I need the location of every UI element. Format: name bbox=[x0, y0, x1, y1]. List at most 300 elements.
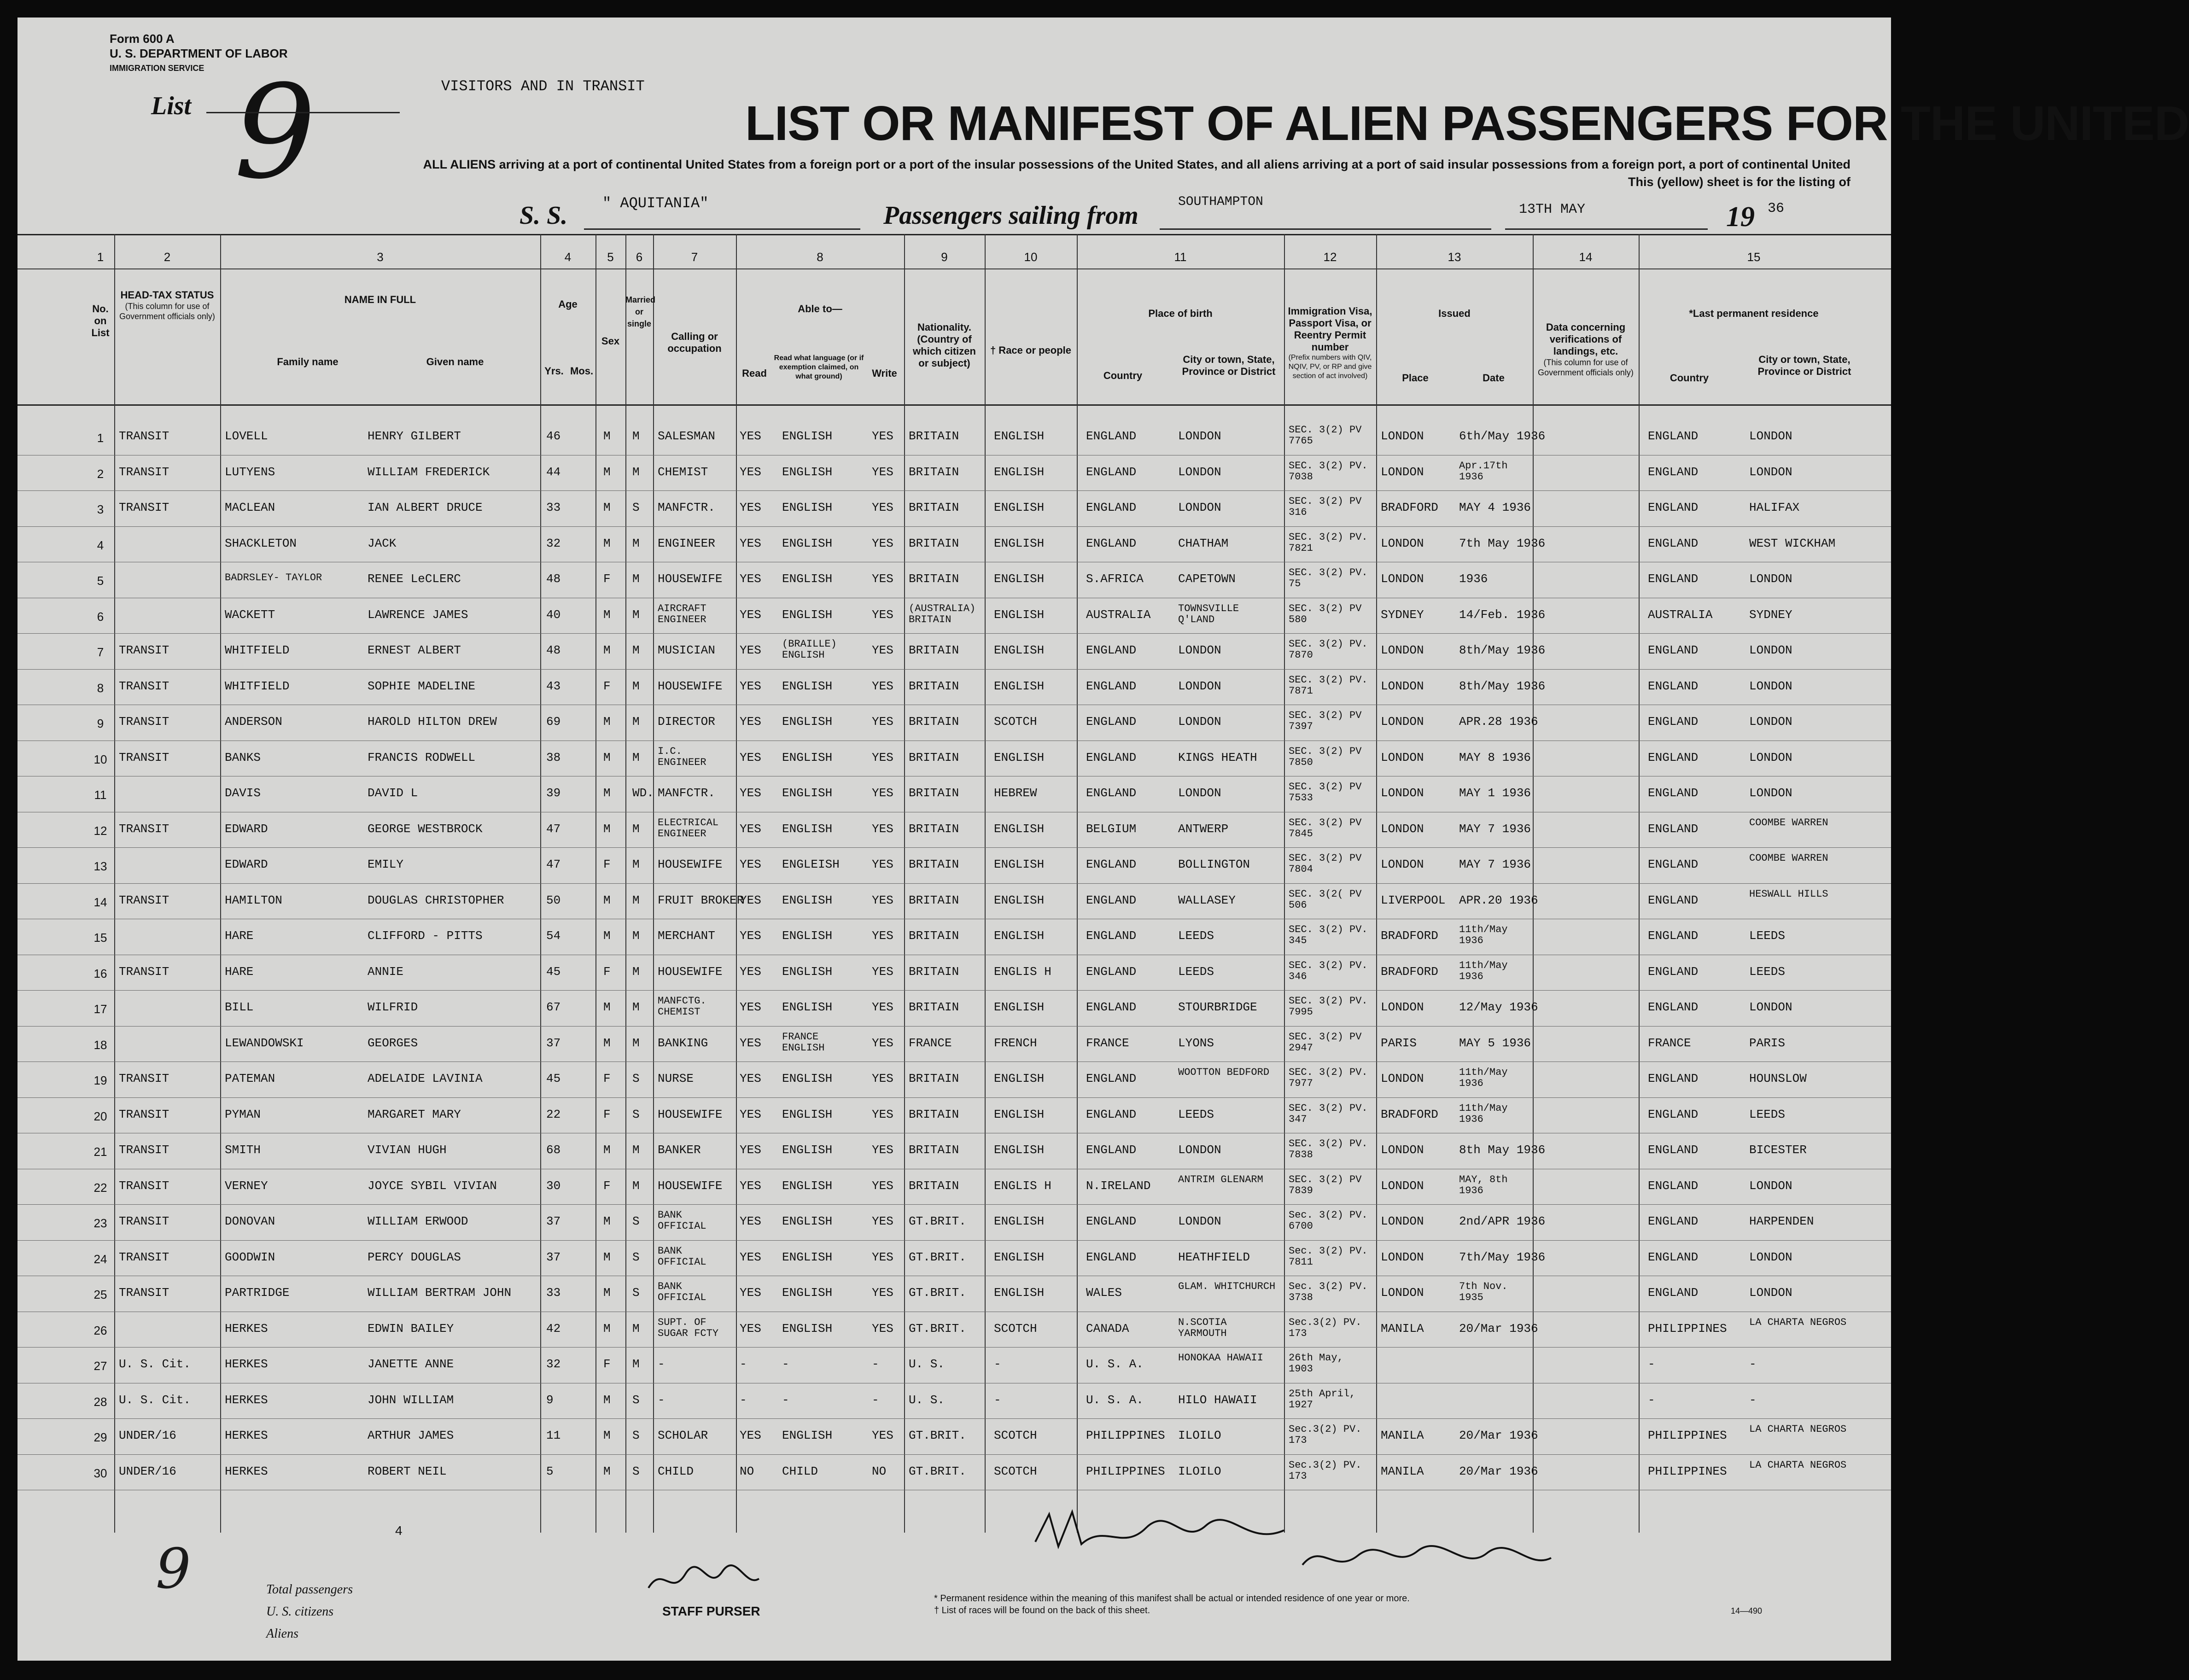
can-write: YES bbox=[872, 1214, 893, 1228]
read-language: ENGLISH bbox=[782, 429, 833, 443]
residence-country: ENGLAND bbox=[1648, 750, 1699, 764]
age-years: 32 bbox=[546, 1357, 561, 1371]
header-visa-note: (Prefix numbers with QIV, NQIV, PV, or RP and give section of act involved) bbox=[1288, 354, 1372, 380]
age-years: 50 bbox=[546, 893, 561, 907]
header-visa bbox=[1286, 305, 1374, 381]
marital-status: M bbox=[632, 679, 640, 693]
age-years: 47 bbox=[546, 822, 561, 836]
residence-city: LONDON bbox=[1749, 1286, 1792, 1300]
given-name: CLIFFORD - PITTS bbox=[368, 929, 483, 943]
nationality: BRITAIN bbox=[909, 572, 959, 586]
row-number: 3 bbox=[97, 502, 104, 516]
head-tax-status: UNDER/16 bbox=[119, 1429, 176, 1442]
row-number: 26 bbox=[93, 1323, 107, 1337]
residence-country: ENGLAND bbox=[1648, 893, 1699, 907]
age-years: 47 bbox=[546, 858, 561, 871]
head-tax-status: TRANSIT bbox=[119, 822, 169, 836]
race: ENGLISH bbox=[994, 572, 1045, 586]
residence-city: PARIS bbox=[1749, 1036, 1786, 1050]
head-tax-status: TRANSIT bbox=[119, 1107, 169, 1121]
head-tax-status: TRANSIT bbox=[119, 1286, 169, 1300]
can-write: YES bbox=[872, 1321, 893, 1336]
residence-country: ENGLAND bbox=[1648, 1178, 1699, 1193]
birth-country: WALES bbox=[1086, 1286, 1122, 1300]
birth-country: ENGLAND bbox=[1086, 964, 1137, 979]
birth-city: LONDON bbox=[1178, 786, 1221, 800]
birth-country: BELGIUM bbox=[1086, 822, 1137, 836]
sailing-label: Passengers sailing from bbox=[883, 201, 1138, 230]
can-write: YES bbox=[872, 964, 893, 979]
residence-city: - bbox=[1749, 1357, 1757, 1371]
residence-city: LEEDS bbox=[1749, 1107, 1786, 1121]
nationality: BRITAIN bbox=[909, 501, 959, 514]
read-language: ENGLISH bbox=[782, 786, 833, 800]
age-years: 33 bbox=[546, 1286, 561, 1300]
can-write: YES bbox=[872, 536, 893, 550]
residence-country: ENGLAND bbox=[1648, 1250, 1699, 1264]
age-years: 48 bbox=[546, 572, 561, 586]
birth-city: LONDON bbox=[1178, 1214, 1221, 1228]
age-years: 39 bbox=[546, 786, 561, 800]
issued-place: LONDON bbox=[1381, 715, 1424, 729]
sex: M bbox=[603, 465, 611, 479]
residence-city: WEST WICKHAM bbox=[1749, 536, 1836, 550]
race: - bbox=[994, 1357, 1001, 1371]
row-rule bbox=[18, 1204, 1891, 1205]
can-read: YES bbox=[740, 715, 761, 729]
birth-city: LONDON bbox=[1178, 1143, 1221, 1157]
sex: M bbox=[603, 786, 611, 800]
visa-number: SEC. 3(2) PV 7804 bbox=[1289, 852, 1362, 875]
can-read: YES bbox=[740, 679, 761, 693]
can-write: YES bbox=[872, 858, 893, 871]
can-read: YES bbox=[740, 607, 761, 622]
birth-city: CAPETOWN bbox=[1178, 572, 1236, 586]
marital-status: S bbox=[632, 1250, 640, 1264]
header-read: Read bbox=[742, 368, 767, 379]
row-rule bbox=[18, 1240, 1891, 1241]
footnotes bbox=[934, 1592, 1410, 1616]
read-language: ENGLISH bbox=[782, 1072, 833, 1085]
visa-number: SEC. 3(2) PV. 7977 bbox=[1289, 1067, 1368, 1089]
occupation: BANK OFFICIAL bbox=[658, 1281, 706, 1303]
nationality: BRITAIN bbox=[909, 822, 959, 836]
row-rule bbox=[18, 490, 1891, 491]
aliens-instructions bbox=[404, 156, 1850, 191]
visa-number: SEC. 3(2) PV 7533 bbox=[1289, 781, 1362, 804]
occupation: CHEMIST bbox=[658, 465, 708, 479]
age-years: 22 bbox=[546, 1107, 561, 1121]
can-read: YES bbox=[740, 786, 761, 800]
header-able-to: Able to— bbox=[798, 303, 842, 315]
race: ENGLIS H bbox=[994, 964, 1051, 979]
given-name: HAROLD HILTON DREW bbox=[368, 715, 497, 729]
head-tax-status: TRANSIT bbox=[119, 679, 169, 693]
sex: M bbox=[603, 1250, 611, 1264]
given-name: JACK bbox=[368, 536, 397, 550]
column-number: 5 bbox=[607, 250, 614, 264]
given-name: VIVIAN HUGH bbox=[368, 1143, 447, 1157]
head-tax-status: TRANSIT bbox=[119, 1072, 169, 1085]
given-name: WILLIAM ERWOOD bbox=[368, 1214, 468, 1228]
age-years: 32 bbox=[546, 536, 561, 550]
sex: F bbox=[603, 1178, 611, 1193]
totals-block bbox=[266, 1579, 353, 1645]
marital-status: S bbox=[632, 1214, 640, 1228]
issued-place: LONDON bbox=[1381, 1214, 1424, 1228]
birth-country: PHILIPPINES bbox=[1086, 1429, 1165, 1442]
issued-date: 11th/May 1936 bbox=[1459, 924, 1508, 946]
race: SCOTCH bbox=[994, 1429, 1037, 1442]
read-language: ENGLISH bbox=[782, 1178, 833, 1193]
row-rule bbox=[18, 1097, 1891, 1098]
birth-country: ENGLAND bbox=[1086, 715, 1137, 729]
occupation: CHILD bbox=[658, 1464, 694, 1478]
occupation: HOUSEWIFE bbox=[658, 679, 723, 693]
can-write: YES bbox=[872, 893, 893, 907]
given-name: EMILY bbox=[368, 858, 404, 871]
family-name: DONOVAN bbox=[225, 1214, 275, 1228]
issued-place: LONDON bbox=[1381, 536, 1424, 550]
footnote-races: † List of races will be found on the back of this sheet. bbox=[934, 1605, 1150, 1616]
header-issued-place: Place bbox=[1402, 372, 1429, 384]
residence-country: ENGLAND bbox=[1648, 501, 1699, 514]
row-number: 11 bbox=[94, 788, 107, 802]
ss-label: S. S. bbox=[520, 201, 568, 230]
issued-date: MAY, 8th 1936 bbox=[1459, 1173, 1508, 1196]
nationality: BRITAIN bbox=[909, 1143, 959, 1157]
given-name: SOPHIE MADELINE bbox=[368, 679, 476, 693]
head-tax-status: TRANSIT bbox=[119, 643, 169, 657]
issued-place: LONDON bbox=[1381, 1000, 1424, 1014]
row-number: 21 bbox=[93, 1145, 107, 1159]
occupation: HOUSEWIFE bbox=[658, 1178, 723, 1193]
can-write: YES bbox=[872, 429, 893, 443]
birth-city: LONDON bbox=[1178, 465, 1221, 479]
residence-city: LA CHARTA NEGROS bbox=[1749, 1423, 1847, 1435]
marital-status: S bbox=[632, 501, 640, 514]
marital-status: S bbox=[632, 1286, 640, 1300]
read-language: ENGLISH bbox=[782, 1107, 833, 1121]
given-name: MARGARET MARY bbox=[368, 1107, 461, 1121]
header-bottom-rule bbox=[18, 404, 1891, 406]
issued-place: LONDON bbox=[1381, 1250, 1424, 1264]
nationality: BRITAIN bbox=[909, 1178, 959, 1193]
can-read: - bbox=[740, 1357, 747, 1371]
row-number: 19 bbox=[93, 1073, 107, 1087]
head-tax-status: TRANSIT bbox=[119, 465, 169, 479]
date-underline bbox=[1505, 228, 1708, 230]
visa-number: SEC. 3(2) PV. 7038 bbox=[1289, 460, 1368, 483]
occupation: - bbox=[658, 1357, 665, 1371]
marital-status: M bbox=[632, 893, 640, 907]
given-name: WILLIAM FREDERICK bbox=[368, 465, 490, 479]
residence-country: ENGLAND bbox=[1648, 715, 1699, 729]
family-name: HERKES bbox=[225, 1464, 268, 1478]
sex: M bbox=[603, 1464, 611, 1478]
can-read: YES bbox=[740, 964, 761, 979]
race: ENGLISH bbox=[994, 1072, 1045, 1085]
birth-country: U. S. A. bbox=[1086, 1393, 1144, 1407]
department-name: U. S. DEPARTMENT OF LABOR bbox=[110, 47, 288, 60]
issued-place: LONDON bbox=[1381, 1286, 1424, 1300]
given-name: DAVID L bbox=[368, 786, 418, 800]
residence-city: HOUNSLOW bbox=[1749, 1072, 1807, 1085]
occupation: ELECTRICAL ENGINEER bbox=[658, 817, 719, 840]
issued-date: MAY 8 1936 bbox=[1459, 750, 1531, 764]
family-name: HARE bbox=[225, 929, 254, 943]
issued-place: LONDON bbox=[1381, 1072, 1424, 1085]
marital-status: M bbox=[632, 822, 640, 836]
column-number: 6 bbox=[636, 250, 643, 264]
occupation: NURSE bbox=[658, 1072, 694, 1085]
residence-city: LONDON bbox=[1749, 1000, 1792, 1014]
header-verification bbox=[1535, 321, 1636, 378]
year-prefix: 19 bbox=[1726, 201, 1755, 233]
residence-country: PHILIPPINES bbox=[1648, 1429, 1727, 1442]
sex: F bbox=[603, 1072, 611, 1085]
age-years: 48 bbox=[546, 643, 561, 657]
row-number: 22 bbox=[93, 1180, 107, 1195]
issued-date: 8th/May 1936 bbox=[1459, 679, 1546, 693]
read-language: ENGLISH bbox=[782, 715, 833, 729]
column-number: 2 bbox=[163, 250, 171, 264]
year-suffix: 36 bbox=[1768, 201, 1785, 216]
issued-place: LONDON bbox=[1381, 572, 1424, 586]
family-name: LUTYENS bbox=[225, 465, 275, 479]
nationality: GT.BRIT. bbox=[909, 1464, 966, 1478]
residence-country: ENGLAND bbox=[1648, 429, 1699, 443]
birth-city: WOOTTON BEDFORD bbox=[1178, 1067, 1270, 1078]
sex: F bbox=[603, 964, 611, 979]
read-language: ENGLISH bbox=[782, 1321, 833, 1336]
occupation: AIRCRAFT ENGINEER bbox=[658, 602, 706, 625]
race: ENGLISH bbox=[994, 501, 1045, 514]
sex: M bbox=[603, 750, 611, 764]
head-tax-status: U. S. Cit. bbox=[119, 1393, 191, 1407]
read-language: CHILD bbox=[782, 1464, 818, 1478]
race: HEBREW bbox=[994, 786, 1037, 800]
visa-number: SEC. 3(2) PV 7397 bbox=[1289, 710, 1362, 732]
given-name: JANETTE ANNE bbox=[368, 1357, 454, 1371]
issued-date: 8th/May 1936 bbox=[1459, 643, 1546, 657]
given-name: JOHN WILLIAM bbox=[368, 1393, 454, 1407]
column-number: 14 bbox=[1579, 250, 1593, 264]
issued-place: LIVERPOOL bbox=[1381, 893, 1446, 907]
age-years: 37 bbox=[546, 1250, 561, 1264]
aliens-instructions-line: ALL ALIENS arriving at a port of continental United States from a foreign port or a port of the insular possessions of the United States, and all aliens arriving at a port of said insular possessions from a foreign port, a port of continental United bbox=[423, 158, 1850, 171]
occupation: HOUSEWIFE bbox=[658, 964, 723, 979]
given-name: IAN ALBERT DRUCE bbox=[368, 501, 483, 514]
family-name: HERKES bbox=[225, 1357, 268, 1371]
manifest-sheet bbox=[18, 18, 2189, 1661]
row-rule bbox=[18, 1454, 1891, 1455]
family-name: EDWARD bbox=[225, 822, 268, 836]
column-number: 11 bbox=[1174, 250, 1187, 264]
birth-country: ENGLAND bbox=[1086, 1214, 1137, 1228]
marital-status: M bbox=[632, 858, 640, 871]
occupation: MANFCTR. bbox=[658, 786, 715, 800]
age-years: 69 bbox=[546, 715, 561, 729]
read-language: ENGLISH bbox=[782, 750, 833, 764]
birth-country: ENGLAND bbox=[1086, 643, 1137, 657]
row-rule bbox=[18, 669, 1891, 670]
residence-country: ENGLAND bbox=[1648, 822, 1699, 836]
residence-country: ENGLAND bbox=[1648, 858, 1699, 871]
age-years: 40 bbox=[546, 607, 561, 622]
can-read: YES bbox=[740, 1036, 761, 1050]
row-number: 25 bbox=[93, 1288, 107, 1301]
read-language: ENGLISH bbox=[782, 1250, 833, 1264]
issued-date: 1936 bbox=[1459, 572, 1488, 586]
header-birth-country: Country bbox=[1103, 370, 1143, 381]
sex: M bbox=[603, 643, 611, 657]
residence-country: - bbox=[1648, 1357, 1655, 1371]
nationality: BRITAIN bbox=[909, 679, 959, 693]
read-language: ENGLISH bbox=[782, 501, 833, 514]
head-tax-status: UNDER/16 bbox=[119, 1464, 176, 1478]
row-number: 20 bbox=[93, 1109, 107, 1123]
race: ENGLISH bbox=[994, 465, 1045, 479]
can-read: YES bbox=[740, 429, 761, 443]
read-language: ENGLISH bbox=[782, 1143, 833, 1157]
marital-status: M bbox=[632, 572, 640, 586]
row-rule bbox=[18, 1418, 1891, 1419]
marital-status: M bbox=[632, 429, 640, 443]
birth-city: TOWNSVILLE Q'LAND bbox=[1178, 602, 1239, 625]
marital-status: S bbox=[632, 1072, 640, 1085]
nationality: BRITAIN bbox=[909, 465, 959, 479]
residence-city: LEEDS bbox=[1749, 929, 1786, 943]
margin-number: 9 bbox=[156, 1537, 191, 1601]
given-name: WILLIAM BERTRAM JOHN bbox=[368, 1286, 512, 1300]
header-last-residence: *Last permanent residence bbox=[1689, 308, 1819, 319]
birth-country: ENGLAND bbox=[1086, 465, 1137, 479]
age-years: 38 bbox=[546, 750, 561, 764]
header-verification-note: (This column for use of Government officials only) bbox=[1538, 358, 1634, 377]
page-title: LIST OR MANIFEST OF ALIEN PASSENGERS FOR THE UNITED bbox=[745, 96, 2189, 151]
read-language: ENGLISH bbox=[782, 822, 833, 836]
can-read: YES bbox=[740, 1321, 761, 1336]
race: ENGLISH bbox=[994, 429, 1045, 443]
head-tax-status: TRANSIT bbox=[119, 750, 169, 764]
header-family-name: Family name bbox=[277, 356, 339, 368]
residence-city: LONDON bbox=[1749, 1250, 1792, 1264]
birth-city: LONDON bbox=[1178, 501, 1221, 514]
marital-status: M bbox=[632, 929, 640, 943]
head-tax-status: TRANSIT bbox=[119, 1250, 169, 1264]
issued-place: LONDON bbox=[1381, 429, 1424, 443]
race: - bbox=[994, 1393, 1001, 1407]
marital-status: M bbox=[632, 643, 640, 657]
sex: M bbox=[603, 429, 611, 443]
can-read: YES bbox=[740, 1107, 761, 1121]
birth-city: BOLLINGTON bbox=[1178, 858, 1250, 871]
issued-date: 7th/May 1936 bbox=[1459, 1250, 1546, 1264]
nationality: GT.BRIT. bbox=[909, 1214, 966, 1228]
can-write: YES bbox=[872, 501, 893, 514]
row-number: 4 bbox=[97, 538, 104, 552]
residence-country: PHILIPPINES bbox=[1648, 1321, 1727, 1336]
can-read: YES bbox=[740, 929, 761, 943]
can-read: YES bbox=[740, 1250, 761, 1264]
birth-city: LEEDS bbox=[1178, 929, 1214, 943]
age-years: 37 bbox=[546, 1036, 561, 1050]
row-number: 16 bbox=[93, 966, 107, 980]
given-name: GEORGE WESTBROCK bbox=[368, 822, 483, 836]
column-number: 4 bbox=[564, 250, 572, 264]
can-read: YES bbox=[740, 465, 761, 479]
issued-place: SYDNEY bbox=[1381, 607, 1424, 622]
birth-city: LONDON bbox=[1178, 715, 1221, 729]
family-name: HERKES bbox=[225, 1393, 268, 1407]
residence-country: FRANCE bbox=[1648, 1036, 1691, 1050]
family-name: WHITFIELD bbox=[225, 679, 290, 693]
family-name: MACLEAN bbox=[225, 501, 275, 514]
occupation: HOUSEWIFE bbox=[658, 572, 723, 586]
sex: M bbox=[603, 1000, 611, 1014]
can-write: YES bbox=[872, 1000, 893, 1014]
issued-place: LONDON bbox=[1381, 1143, 1424, 1157]
can-read: YES bbox=[740, 536, 761, 550]
birth-city: LONDON bbox=[1178, 429, 1221, 443]
visa-number: Sec.3(2) PV. 173 bbox=[1289, 1459, 1362, 1482]
given-name: EDWIN BAILEY bbox=[368, 1321, 454, 1336]
sex: M bbox=[603, 893, 611, 907]
row-number: 18 bbox=[93, 1038, 107, 1052]
can-read: YES bbox=[740, 1429, 761, 1442]
read-language: ENGLISH bbox=[782, 572, 833, 586]
sex: M bbox=[603, 1321, 611, 1336]
row-number: 27 bbox=[93, 1359, 107, 1373]
family-name: EDWARD bbox=[225, 858, 268, 871]
issued-place: PARIS bbox=[1381, 1036, 1417, 1050]
residence-country: ENGLAND bbox=[1648, 1107, 1699, 1121]
age-years: 30 bbox=[546, 1178, 561, 1193]
read-language: ENGLISH bbox=[782, 1000, 833, 1014]
read-language: ENGLISH bbox=[782, 465, 833, 479]
sex: M bbox=[603, 715, 611, 729]
head-tax-status: TRANSIT bbox=[119, 893, 169, 907]
birth-country: CANADA bbox=[1086, 1321, 1129, 1336]
nationality: BRITAIN bbox=[909, 858, 959, 871]
birth-country: ENGLAND bbox=[1086, 679, 1137, 693]
residence-city: COOMBE WARREN bbox=[1749, 817, 1828, 828]
visa-number: SEC. 3(2) PV 7765 bbox=[1289, 424, 1362, 447]
form-code: 14—490 bbox=[1731, 1606, 1763, 1616]
residence-city: LONDON bbox=[1749, 429, 1792, 443]
family-name: PYMAN bbox=[225, 1107, 261, 1121]
can-write: YES bbox=[872, 1286, 893, 1300]
residence-city: HARPENDEN bbox=[1749, 1214, 1814, 1228]
family-name: DAVIS bbox=[225, 786, 261, 800]
can-write: YES bbox=[872, 572, 893, 586]
sex: M bbox=[603, 1143, 611, 1157]
sex: M bbox=[603, 1214, 611, 1228]
issued-date: 11th/May 1936 bbox=[1459, 1102, 1508, 1125]
nationality: BRITAIN bbox=[909, 893, 959, 907]
family-name: ANDERSON bbox=[225, 715, 282, 729]
marital-status: M bbox=[632, 1036, 640, 1050]
row-number: 8 bbox=[97, 681, 104, 695]
row-number: 15 bbox=[93, 931, 107, 945]
can-write: YES bbox=[872, 715, 893, 729]
residence-country: ENGLAND bbox=[1648, 536, 1699, 550]
residence-country: ENGLAND bbox=[1648, 1072, 1699, 1085]
sex: F bbox=[603, 858, 611, 871]
row-rule bbox=[18, 990, 1891, 991]
occupation: SUPT. OF SUGAR FCTY bbox=[658, 1316, 719, 1339]
